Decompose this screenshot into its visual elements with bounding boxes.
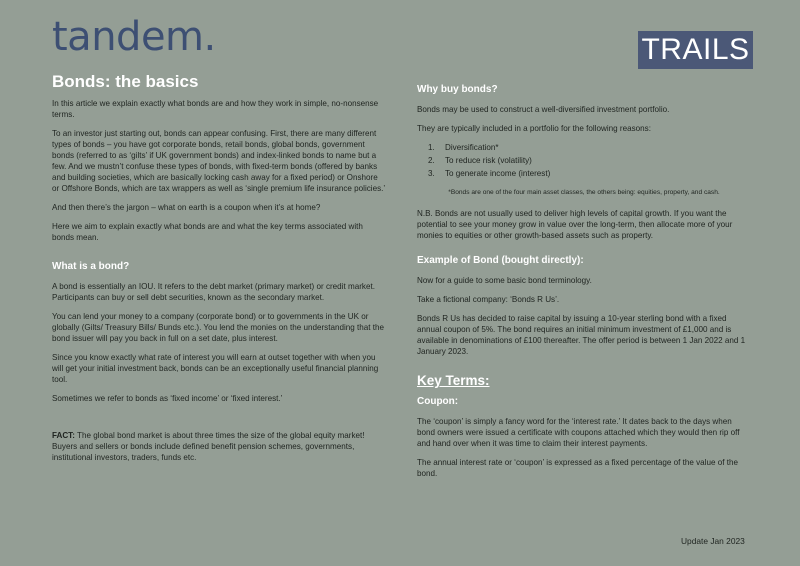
why-heading: Why buy bonds? [417,84,498,95]
update-date: Update Jan 2023 [681,536,745,546]
asset-class-note: *Bonds are one of the four main asset classes, the others being: equities, property, and cash. [448,189,720,196]
fact-text: The global bond market is about three times the size of the global equity market! Buyers and sellers or bonds include defined benefit pension schemes, governments, institutional investors, traders, funds etc. [52,431,365,462]
nb-paragraph: N.B. Bonds are not usually used to deliver high levels of capital growth. If you want the potential to see your money grow in value over the long-term, then allocate more of your monies to equities or other growth-based assets such as property. [417,209,733,240]
right-column [417,84,751,487]
list-item: 2. To reduce risk (volatility) [437,155,751,166]
why-paragraph: They are typically included in a portfolio for the following reasons: [417,124,651,133]
example-paragraph: Now for a guide to some basic bond terminology. [417,276,592,285]
what-paragraph: A bond is essentially an IOU. It refers to the debt market (primary market) or credit market. Participants can buy or sell debt securities, known as the secondary market. [52,282,375,302]
fact-paragraph [52,430,386,463]
coupon-paragraph: The ‘coupon’ is simply a fancy word for the ‘interest rate.’ It dates back to the days when bond owners were issued a certificate with coupons attached which they would then rip off and hand over when it was time to claim their interest payments. [417,417,740,448]
list-item: 3. To generate income (interest) [437,168,751,179]
page-title: Bonds: the basics [52,72,199,91]
trails-badge: TRAILS [638,31,753,69]
what-paragraph: You can lend your money to a company (corporate bond) or to governments in the UK or globally (Gilts/ Treasury Bills/ Bunds etc.). You lend the monies on the understanding that the bond issuer will pay you back in full on a set date, plus interest. [52,312,385,343]
coupon-heading: Coupon: [417,396,459,407]
intro-paragraph: And then there’s the jargon – what on earth is a coupon when it’s at home? [52,203,321,212]
tandem-logo: tandem. [52,14,216,60]
why-paragraph: Bonds may be used to construct a well-diversified investment portfolio. [417,105,670,114]
what-paragraph: Sometimes we refer to bonds as ‘fixed income’ or ‘fixed interest.’ [52,394,283,403]
fact-label: FACT: [52,431,75,440]
example-paragraph: Bonds R Us has decided to raise capital by issuing a 10-year sterling bond with a fixed annual coupon of 5%. The bond requires an initial minimum investment of £1,000 and is available in denominations of £100 thereafter. The offer period is between 1 Jan 2022 and 1 January 2023. [417,314,746,356]
intro-paragraph: To an investor just starting out, bonds can appear confusing. First, there are many different types of bonds – you have got corporate bonds, retail bonds, global bonds, government bonds (referred to as ‘gilts’ if UK government bonds) and index-linked bonds to name but a few. And we mustn’t confuse these types of bonds, with fixed-term bonds (offered by banks and building societies, which are basically locking cash away for a fixed period) or Onshore or Offshore Bonds, which are tax wrappers as well as ‘single premium life insurance policies.’ [52,129,386,193]
reasons-list [417,142,751,179]
coupon-paragraph: The annual interest rate or ‘coupon’ is expressed as a fixed percentage of the value of the bond. [417,458,738,478]
intro-paragraph: Here we aim to explain exactly what bonds are and what the key terms associated with bonds mean. [52,222,363,242]
intro-paragraph: In this article we explain exactly what bonds are and how they work in simple, no-nonsense terms. [52,99,379,119]
example-heading: Example of Bond (bought directly): [417,255,584,266]
what-heading: What is a bond? [52,261,130,272]
key-terms-heading: Key Terms: [417,373,490,388]
left-column [52,72,386,471]
list-item: 1. Diversification* [437,142,751,153]
what-paragraph: Since you know exactly what rate of interest you will earn at outset together with when you will get your initial investment back, bonds can be an exceptionally useful financial planning tool. [52,353,379,384]
example-paragraph: Take a fictional company: ‘Bonds R Us’. [417,295,560,304]
